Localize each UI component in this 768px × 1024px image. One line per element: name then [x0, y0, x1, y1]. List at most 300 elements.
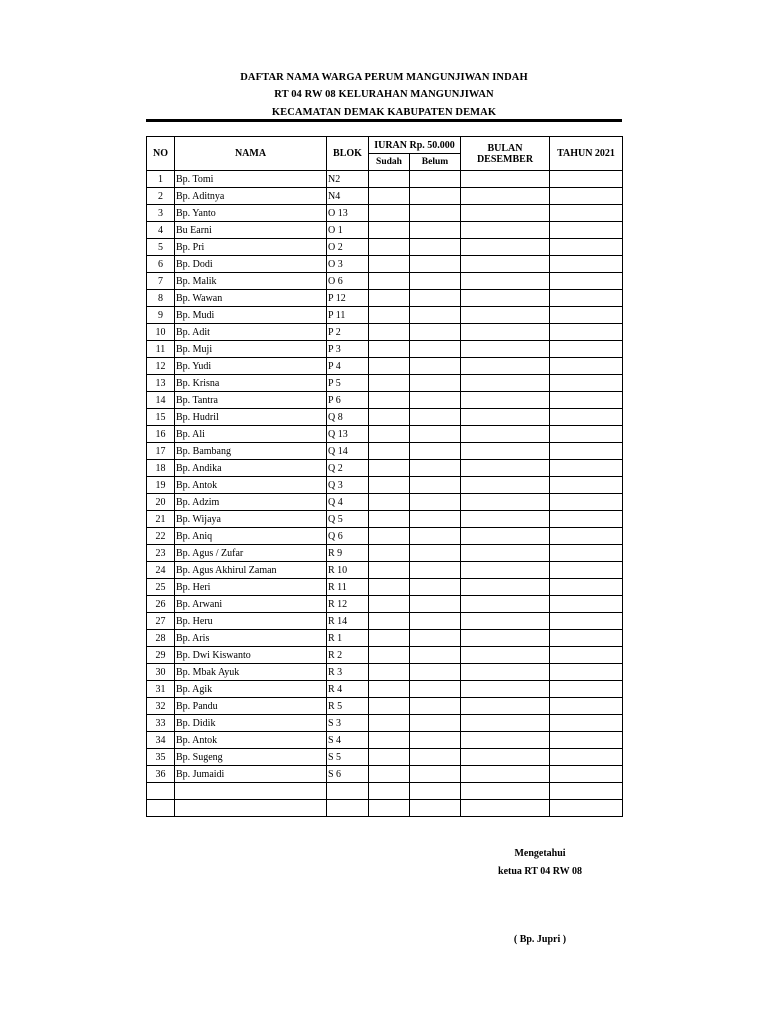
row-sudah-cell — [369, 426, 410, 443]
row-sudah-cell — [369, 715, 410, 732]
row-tahun-cell — [550, 511, 623, 528]
row-sudah-cell — [369, 256, 410, 273]
empty-cell — [369, 800, 410, 817]
row-sudah-cell — [369, 596, 410, 613]
row-no: 12 — [147, 358, 175, 375]
row-belum-cell — [410, 324, 461, 341]
row-sudah-cell — [369, 545, 410, 562]
resident-dues-table — [146, 136, 623, 817]
row-sudah-cell — [369, 647, 410, 664]
row-blok: S 5 — [327, 749, 369, 766]
row-bulan-cell — [461, 273, 550, 290]
row-belum-cell — [410, 426, 461, 443]
row-nama: Bp. Hudril — [175, 409, 327, 426]
table-row — [147, 681, 623, 698]
row-nama: Bp. Malik — [175, 273, 327, 290]
row-bulan-cell — [461, 460, 550, 477]
row-blok: S 3 — [327, 715, 369, 732]
table-row — [147, 443, 623, 460]
row-blok: Q 6 — [327, 528, 369, 545]
row-belum-cell — [410, 188, 461, 205]
row-sudah-cell — [369, 307, 410, 324]
row-nama: Bp. Aditnya — [175, 188, 327, 205]
table-row — [147, 222, 623, 239]
row-blok: O 6 — [327, 273, 369, 290]
row-blok: N2 — [327, 171, 369, 188]
row-no: 30 — [147, 664, 175, 681]
row-tahun-cell — [550, 647, 623, 664]
row-bulan-cell — [461, 511, 550, 528]
row-blok: Q 2 — [327, 460, 369, 477]
row-tahun-cell — [550, 664, 623, 681]
empty-cell — [410, 783, 461, 800]
row-bulan-cell — [461, 256, 550, 273]
row-blok: S 4 — [327, 732, 369, 749]
empty-row — [147, 800, 623, 817]
row-sudah-cell — [369, 290, 410, 307]
row-no: 18 — [147, 460, 175, 477]
row-no: 3 — [147, 205, 175, 222]
row-no: 36 — [147, 766, 175, 783]
row-blok: Q 4 — [327, 494, 369, 511]
row-tahun-cell — [550, 545, 623, 562]
row-tahun-cell — [550, 239, 623, 256]
row-tahun-cell — [550, 528, 623, 545]
row-sudah-cell — [369, 562, 410, 579]
row-belum-cell — [410, 528, 461, 545]
row-blok: R 12 — [327, 596, 369, 613]
row-blok: N4 — [327, 188, 369, 205]
row-no: 10 — [147, 324, 175, 341]
row-sudah-cell — [369, 664, 410, 681]
row-tahun-cell — [550, 596, 623, 613]
table-row — [147, 630, 623, 647]
row-tahun-cell — [550, 477, 623, 494]
row-belum-cell — [410, 494, 461, 511]
row-bulan-cell — [461, 222, 550, 239]
table-row — [147, 562, 623, 579]
row-tahun-cell — [550, 324, 623, 341]
row-sudah-cell — [369, 460, 410, 477]
row-tahun-cell — [550, 307, 623, 324]
empty-cell — [461, 783, 550, 800]
row-bulan-cell — [461, 358, 550, 375]
row-belum-cell — [410, 647, 461, 664]
table-row — [147, 171, 623, 188]
row-belum-cell — [410, 273, 461, 290]
empty-cell — [147, 783, 175, 800]
row-belum-cell — [410, 630, 461, 647]
row-tahun-cell — [550, 766, 623, 783]
column-header-sudah: Sudah — [369, 154, 410, 171]
row-belum-cell — [410, 681, 461, 698]
row-bulan-cell — [461, 715, 550, 732]
row-no: 28 — [147, 630, 175, 647]
row-blok: O 2 — [327, 239, 369, 256]
row-nama: Bp. Sugeng — [175, 749, 327, 766]
row-blok: P 4 — [327, 358, 369, 375]
row-bulan-cell — [461, 766, 550, 783]
row-bulan-cell — [461, 443, 550, 460]
row-tahun-cell — [550, 222, 623, 239]
row-no: 35 — [147, 749, 175, 766]
row-blok: R 14 — [327, 613, 369, 630]
row-blok: O 1 — [327, 222, 369, 239]
column-header-bulan: BULAN DESEMBER — [461, 137, 550, 171]
row-belum-cell — [410, 375, 461, 392]
table-row — [147, 528, 623, 545]
column-header-blok: BLOK — [327, 137, 369, 171]
row-blok: Q 13 — [327, 426, 369, 443]
row-sudah-cell — [369, 511, 410, 528]
row-nama: Bp. Agik — [175, 681, 327, 698]
row-sudah-cell — [369, 528, 410, 545]
table-row — [147, 324, 623, 341]
row-belum-cell — [410, 392, 461, 409]
row-sudah-cell — [369, 630, 410, 647]
row-no: 33 — [147, 715, 175, 732]
empty-cell — [369, 783, 410, 800]
row-belum-cell — [410, 766, 461, 783]
row-bulan-cell — [461, 188, 550, 205]
row-no: 29 — [147, 647, 175, 664]
row-sudah-cell — [369, 358, 410, 375]
row-tahun-cell — [550, 749, 623, 766]
empty-cell — [461, 800, 550, 817]
table-row — [147, 290, 623, 307]
row-sudah-cell — [369, 392, 410, 409]
row-nama: Bp. Andika — [175, 460, 327, 477]
row-tahun-cell — [550, 460, 623, 477]
row-no: 27 — [147, 613, 175, 630]
row-blok: Q 3 — [327, 477, 369, 494]
row-blok: Q 5 — [327, 511, 369, 528]
row-nama: Bp. Mbak Ayuk — [175, 664, 327, 681]
row-nama: Bp. Antok — [175, 732, 327, 749]
row-sudah-cell — [369, 171, 410, 188]
row-blok: P 3 — [327, 341, 369, 358]
row-sudah-cell — [369, 613, 410, 630]
table-row — [147, 460, 623, 477]
row-belum-cell — [410, 732, 461, 749]
row-bulan-cell — [461, 681, 550, 698]
empty-cell — [410, 800, 461, 817]
row-no: 23 — [147, 545, 175, 562]
row-blok: P 2 — [327, 324, 369, 341]
row-belum-cell — [410, 562, 461, 579]
row-bulan-cell — [461, 307, 550, 324]
row-sudah-cell — [369, 239, 410, 256]
row-belum-cell — [410, 545, 461, 562]
row-bulan-cell — [461, 698, 550, 715]
row-bulan-cell — [461, 324, 550, 341]
row-blok: R 1 — [327, 630, 369, 647]
table-row — [147, 205, 623, 222]
row-sudah-cell — [369, 766, 410, 783]
row-blok: P 12 — [327, 290, 369, 307]
row-tahun-cell — [550, 443, 623, 460]
row-bulan-cell — [461, 494, 550, 511]
table-row — [147, 256, 623, 273]
row-nama: Bp. Antok — [175, 477, 327, 494]
row-no: 13 — [147, 375, 175, 392]
row-no: 34 — [147, 732, 175, 749]
row-tahun-cell — [550, 562, 623, 579]
row-tahun-cell — [550, 256, 623, 273]
header-rule — [146, 119, 622, 122]
row-nama: Bp. Muji — [175, 341, 327, 358]
row-nama: Bp. Didik — [175, 715, 327, 732]
column-header-belum: Belum — [410, 154, 461, 171]
signature-name: ( Bp. Jupri ) — [513, 934, 567, 945]
row-sudah-cell — [369, 579, 410, 596]
row-bulan-cell — [461, 239, 550, 256]
row-sudah-cell — [369, 324, 410, 341]
table-row — [147, 698, 623, 715]
row-no: 31 — [147, 681, 175, 698]
table-row — [147, 239, 623, 256]
table-row — [147, 715, 623, 732]
row-blok: R 3 — [327, 664, 369, 681]
row-bulan-cell — [461, 375, 550, 392]
row-no: 16 — [147, 426, 175, 443]
empty-cell — [147, 800, 175, 817]
row-blok: Q 14 — [327, 443, 369, 460]
row-nama: Bp. Adit — [175, 324, 327, 341]
row-nama: Bp. Ali — [175, 426, 327, 443]
row-nama: Bp. Agus Akhirul Zaman — [175, 562, 327, 579]
table-row — [147, 647, 623, 664]
row-belum-cell — [410, 358, 461, 375]
row-bulan-cell — [461, 426, 550, 443]
row-bulan-cell — [461, 205, 550, 222]
table-row — [147, 545, 623, 562]
row-nama: Bp. Yanto — [175, 205, 327, 222]
table-row — [147, 579, 623, 596]
table-row — [147, 307, 623, 324]
row-blok: S 6 — [327, 766, 369, 783]
row-sudah-cell — [369, 494, 410, 511]
empty-cell — [550, 783, 623, 800]
row-sudah-cell — [369, 375, 410, 392]
empty-cell — [550, 800, 623, 817]
table-row — [147, 273, 623, 290]
row-belum-cell — [410, 205, 461, 222]
row-nama: Bp. Heri — [175, 579, 327, 596]
row-nama: Bp. Bambang — [175, 443, 327, 460]
table-row — [147, 426, 623, 443]
row-belum-cell — [410, 341, 461, 358]
row-sudah-cell — [369, 341, 410, 358]
row-belum-cell — [410, 749, 461, 766]
row-nama: Bp. Arwani — [175, 596, 327, 613]
table-row — [147, 664, 623, 681]
row-tahun-cell — [550, 392, 623, 409]
row-tahun-cell — [550, 171, 623, 188]
row-bulan-cell — [461, 562, 550, 579]
row-nama: Bp. Dodi — [175, 256, 327, 273]
row-blok: R 2 — [327, 647, 369, 664]
row-blok: P 6 — [327, 392, 369, 409]
table-row — [147, 613, 623, 630]
row-sudah-cell — [369, 681, 410, 698]
row-no: 20 — [147, 494, 175, 511]
row-tahun-cell — [550, 613, 623, 630]
row-no: 15 — [147, 409, 175, 426]
signature-mengetahui: Mengetahui — [514, 848, 566, 859]
row-tahun-cell — [550, 375, 623, 392]
row-tahun-cell — [550, 409, 623, 426]
row-no: 9 — [147, 307, 175, 324]
row-tahun-cell — [550, 732, 623, 749]
row-nama: Bp. Aniq — [175, 528, 327, 545]
row-belum-cell — [410, 409, 461, 426]
row-sudah-cell — [369, 732, 410, 749]
row-bulan-cell — [461, 545, 550, 562]
row-tahun-cell — [550, 205, 623, 222]
row-tahun-cell — [550, 698, 623, 715]
row-tahun-cell — [550, 273, 623, 290]
row-nama: Bp. Mudi — [175, 307, 327, 324]
column-header-iuran: IURAN Rp. 50.000 — [369, 137, 461, 154]
row-bulan-cell — [461, 630, 550, 647]
row-blok: R 11 — [327, 579, 369, 596]
row-bulan-cell — [461, 341, 550, 358]
table-row — [147, 188, 623, 205]
row-belum-cell — [410, 307, 461, 324]
row-bulan-cell — [461, 647, 550, 664]
table-row — [147, 409, 623, 426]
row-nama: Bp. Pri — [175, 239, 327, 256]
row-bulan-cell — [461, 528, 550, 545]
table-row — [147, 596, 623, 613]
row-nama: Bp. Krisna — [175, 375, 327, 392]
row-bulan-cell — [461, 290, 550, 307]
row-no: 2 — [147, 188, 175, 205]
row-no: 5 — [147, 239, 175, 256]
row-nama: Bp. Aris — [175, 630, 327, 647]
row-blok: O 3 — [327, 256, 369, 273]
document-subtitle-rt-rw: RT 04 RW 08 KELURAHAN MANGUNJIWAN — [274, 89, 494, 100]
row-tahun-cell — [550, 630, 623, 647]
table-row — [147, 766, 623, 783]
row-belum-cell — [410, 698, 461, 715]
row-blok: P 5 — [327, 375, 369, 392]
row-tahun-cell — [550, 715, 623, 732]
row-blok: R 10 — [327, 562, 369, 579]
row-bulan-cell — [461, 392, 550, 409]
document-title: DAFTAR NAMA WARGA PERUM MANGUNJIWAN INDAH — [240, 72, 528, 83]
row-bulan-cell — [461, 171, 550, 188]
table-row — [147, 358, 623, 375]
row-sudah-cell — [369, 749, 410, 766]
row-bulan-cell — [461, 596, 550, 613]
row-belum-cell — [410, 511, 461, 528]
row-belum-cell — [410, 443, 461, 460]
row-no: 25 — [147, 579, 175, 596]
table-row — [147, 477, 623, 494]
row-bulan-cell — [461, 664, 550, 681]
row-tahun-cell — [550, 579, 623, 596]
row-belum-cell — [410, 222, 461, 239]
table-row — [147, 511, 623, 528]
row-no: 1 — [147, 171, 175, 188]
row-nama: Bp. Tantra — [175, 392, 327, 409]
row-tahun-cell — [550, 341, 623, 358]
row-belum-cell — [410, 171, 461, 188]
row-bulan-cell — [461, 477, 550, 494]
table-row — [147, 494, 623, 511]
row-nama: Bp. Dwi Kiswanto — [175, 647, 327, 664]
row-blok: R 9 — [327, 545, 369, 562]
row-no: 14 — [147, 392, 175, 409]
row-bulan-cell — [461, 732, 550, 749]
row-belum-cell — [410, 613, 461, 630]
row-no: 26 — [147, 596, 175, 613]
row-nama: Bp. Agus / Zufar — [175, 545, 327, 562]
table-body — [147, 171, 623, 817]
table-row — [147, 341, 623, 358]
column-header-no: NO — [147, 137, 175, 171]
row-blok: R 4 — [327, 681, 369, 698]
row-no: 22 — [147, 528, 175, 545]
row-sudah-cell — [369, 205, 410, 222]
row-no: 8 — [147, 290, 175, 307]
row-blok: R 5 — [327, 698, 369, 715]
column-header-nama: NAMA — [175, 137, 327, 171]
row-belum-cell — [410, 715, 461, 732]
empty-cell — [327, 783, 369, 800]
table-row — [147, 375, 623, 392]
empty-cell — [175, 800, 327, 817]
row-belum-cell — [410, 477, 461, 494]
row-belum-cell — [410, 256, 461, 273]
column-header-tahun: TAHUN 2021 — [550, 137, 623, 171]
row-belum-cell — [410, 460, 461, 477]
row-no: 24 — [147, 562, 175, 579]
row-bulan-cell — [461, 749, 550, 766]
row-sudah-cell — [369, 273, 410, 290]
row-sudah-cell — [369, 443, 410, 460]
row-sudah-cell — [369, 477, 410, 494]
row-tahun-cell — [550, 290, 623, 307]
row-bulan-cell — [461, 613, 550, 630]
empty-cell — [327, 800, 369, 817]
signature-title: ketua RT 04 RW 08 — [498, 866, 582, 877]
row-no: 6 — [147, 256, 175, 273]
row-tahun-cell — [550, 358, 623, 375]
table-row — [147, 392, 623, 409]
row-blok: Q 8 — [327, 409, 369, 426]
row-belum-cell — [410, 596, 461, 613]
row-nama: Bu Earni — [175, 222, 327, 239]
empty-row — [147, 783, 623, 800]
row-no: 32 — [147, 698, 175, 715]
row-belum-cell — [410, 664, 461, 681]
table-row — [147, 749, 623, 766]
row-bulan-cell — [461, 409, 550, 426]
row-bulan-cell — [461, 579, 550, 596]
row-nama: Bp. Heru — [175, 613, 327, 630]
row-belum-cell — [410, 239, 461, 256]
row-tahun-cell — [550, 426, 623, 443]
table-row — [147, 732, 623, 749]
row-belum-cell — [410, 290, 461, 307]
row-nama: Bp. Pandu — [175, 698, 327, 715]
row-blok: O 13 — [327, 205, 369, 222]
row-tahun-cell — [550, 494, 623, 511]
row-nama: Bp. Jumaidi — [175, 766, 327, 783]
